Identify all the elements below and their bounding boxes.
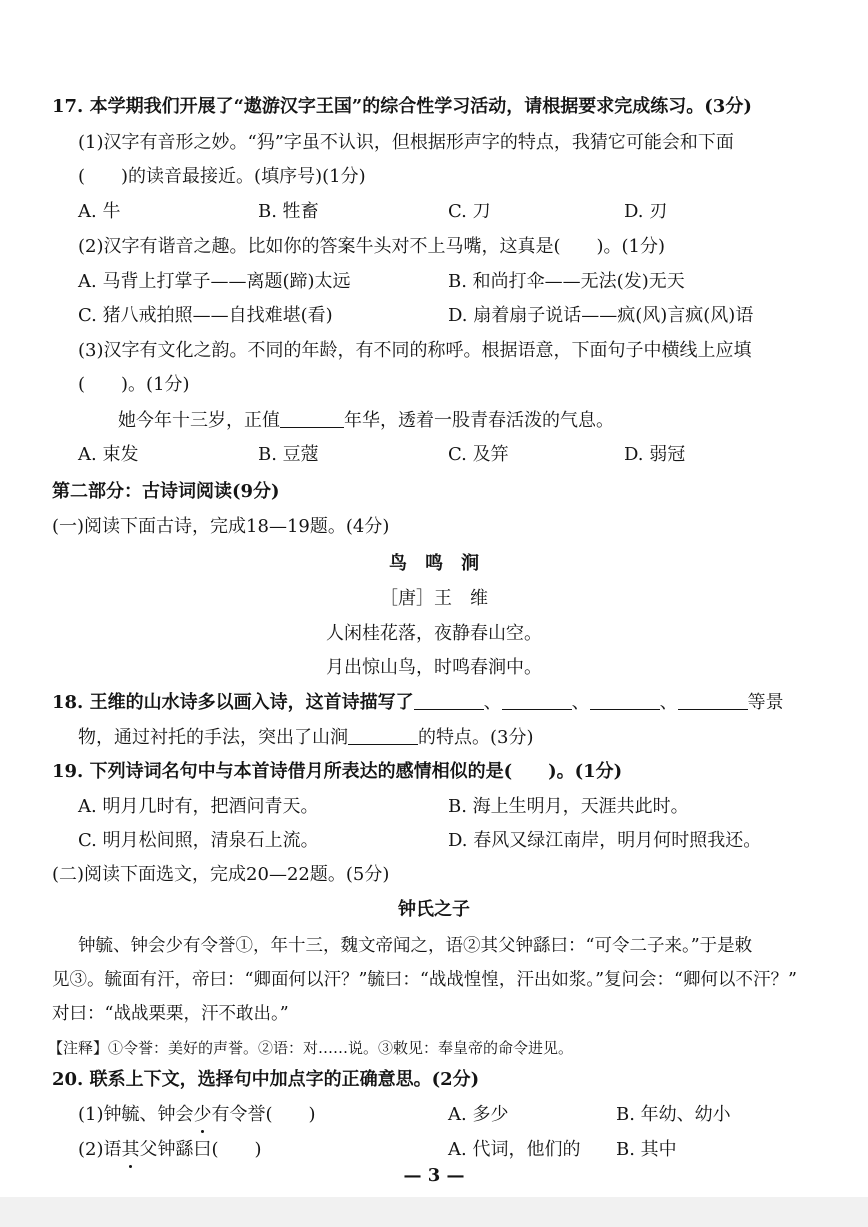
q20-item1-option-b: B. 年幼、幼小: [616, 1104, 731, 1125]
q20-item2-option-a: A. 代词，他们的: [448, 1139, 581, 1160]
q18-blank-5[interactable]: [348, 726, 418, 745]
q17-p3-option-b: B. 豆蔻: [258, 444, 319, 465]
page-number: — 3 —: [403, 1165, 465, 1186]
passage-line-3: 对曰：“战战栗栗，汗不敢出。”: [52, 1004, 289, 1024]
q17-p2-option-a: A. 马背上打掌子——离题(蹄)太远: [78, 271, 351, 292]
sentence-part-a: 她今年十三岁，正值: [118, 410, 280, 431]
q20-item2: [78, 1138, 262, 1162]
passage-notes: 【注释】①令誉：美好的声誉。②语：对……说。③敕见：奉皇帝的命令进见。: [48, 1039, 574, 1057]
answer-blank[interactable]: [280, 409, 344, 428]
q17-p1-option-d: D. 刃: [624, 201, 668, 222]
part2-heading: 第二部分：古诗词阅读(9分): [52, 481, 280, 502]
q17-stem: 17. 本学期我们开展了“遨游汉字王国”的综合性学习活动，请根据要求完成练习。(3分): [52, 96, 752, 117]
q19-option-d: D. 春风又绿江南岸，明月何时照我还。: [448, 830, 762, 851]
separator: 、: [659, 692, 678, 713]
q19-option-b: B. 海上生明月，天涯共此时。: [448, 796, 689, 817]
part2-section1-heading: (一)阅读下面古诗，完成18—19题。(4分): [52, 516, 390, 537]
q18-blank-4[interactable]: [678, 691, 748, 710]
dotted-character: 其: [121, 1139, 140, 1160]
q18-text-b: 等景: [747, 692, 784, 713]
q17-p1-option-c: C. 刀: [448, 201, 491, 222]
q19-option-c: C. 明月松间照，清泉石上流。: [78, 830, 319, 851]
separator: 、: [483, 692, 502, 713]
q17-p2-option-b: B. 和尚打伞——无法(发)无天: [448, 271, 685, 292]
q17-part3-line2: ( )。(1分): [78, 374, 190, 395]
q17-p1-option-b: B. 牲畜: [258, 201, 319, 222]
q17-p1-option-a: A. 牛: [78, 201, 121, 222]
q20-item2-text-a: (2)语: [78, 1139, 122, 1160]
q20-item1-option-a: A. 多少: [448, 1104, 509, 1125]
q17-p2-option-d: D. 扇着扇子说话——疯(风)言疯(风)语: [448, 305, 754, 326]
q17-part1-line2: ( )的读音最接近。(填序号)(1分): [78, 166, 366, 187]
section2-heading: (二)阅读下面选文，完成20—22题。(5分): [52, 864, 390, 885]
passage-line-2: 见③。毓面有汗，帝曰：“卿面何以汗？”毓曰：“战战惶惶，汗出如浆。”复问会：“卿何以不汗？”: [52, 970, 797, 990]
passage-title: 钟氏之子: [398, 899, 470, 920]
q18-blank-2[interactable]: [502, 691, 572, 710]
passage-line-1: 钟毓、钟会少有令誉①，年十三，魏文帝闻之，语②其父钟繇曰：“可令二子来。”于是敕: [78, 936, 753, 956]
q18-line2: [78, 726, 534, 750]
q19-option-a: A. 明月几时有，把酒问青天。: [78, 796, 319, 817]
bottom-margin-band: [0, 1197, 868, 1227]
q18-text-c: 物，通过衬托的手法，突出了山涧: [78, 727, 348, 748]
poem-title: 鸟 鸣 涧: [389, 553, 479, 574]
q20-item2-option-b: B. 其中: [616, 1139, 677, 1160]
q18-line1: [52, 691, 784, 715]
q18-text-a: 18. 王维的山水诗多以画入诗，这首诗描写了: [52, 692, 414, 713]
q17-part1-line1: (1)汉字有音形之妙。“犸”字虽不认识，但根据形声字的特点，我猜它可能会和下面: [78, 132, 734, 153]
q17-part2-line: (2)汉字有谐音之趣。比如你的答案牛头对不上马嘴，这真是( )。(1分): [78, 236, 666, 257]
q20-item1-text-b: 有令誉( ): [211, 1104, 316, 1125]
q17-p3-option-c: C. 及笄: [448, 444, 509, 465]
poem-author: ［唐］王 维: [380, 588, 488, 609]
q17-p3-option-d: D. 弱冠: [624, 444, 686, 465]
q20-item2-text-b: 父钟繇曰( ): [139, 1139, 262, 1160]
q17-p3-option-a: A. 束发: [78, 444, 139, 465]
q20-stem: 20. 联系上下文，选择句中加点字的正确意思。(2分): [52, 1069, 480, 1090]
q17-p2-option-c: C. 猪八戒拍照——自找难堪(看): [78, 305, 333, 326]
sentence-part-b: 年华，透着一股青春活泼的气息。: [344, 410, 614, 431]
separator: 、: [571, 692, 590, 713]
q17-part3-line1: (3)汉字有文化之韵。不同的年龄，有不同的称呼。根据语意，下面句子中横线上应填: [78, 340, 752, 361]
poem-line-1: 人闲桂花落，夜静春山空。: [326, 623, 542, 644]
dotted-character: 少: [193, 1104, 212, 1125]
q18-blank-1[interactable]: [414, 691, 484, 710]
poem-line-2: 月出惊山鸟，时鸣春涧中。: [326, 657, 542, 678]
q20-item1-text-a: (1)钟毓、钟会: [78, 1104, 194, 1125]
q19-stem: 19. 下列诗词名句中与本首诗借月所表达的感情相似的是( )。(1分): [52, 761, 623, 782]
q18-blank-3[interactable]: [590, 691, 660, 710]
q20-item1: [78, 1103, 316, 1127]
q18-text-d: 的特点。(3分): [418, 727, 534, 748]
q17-part3-sentence: [118, 409, 614, 433]
